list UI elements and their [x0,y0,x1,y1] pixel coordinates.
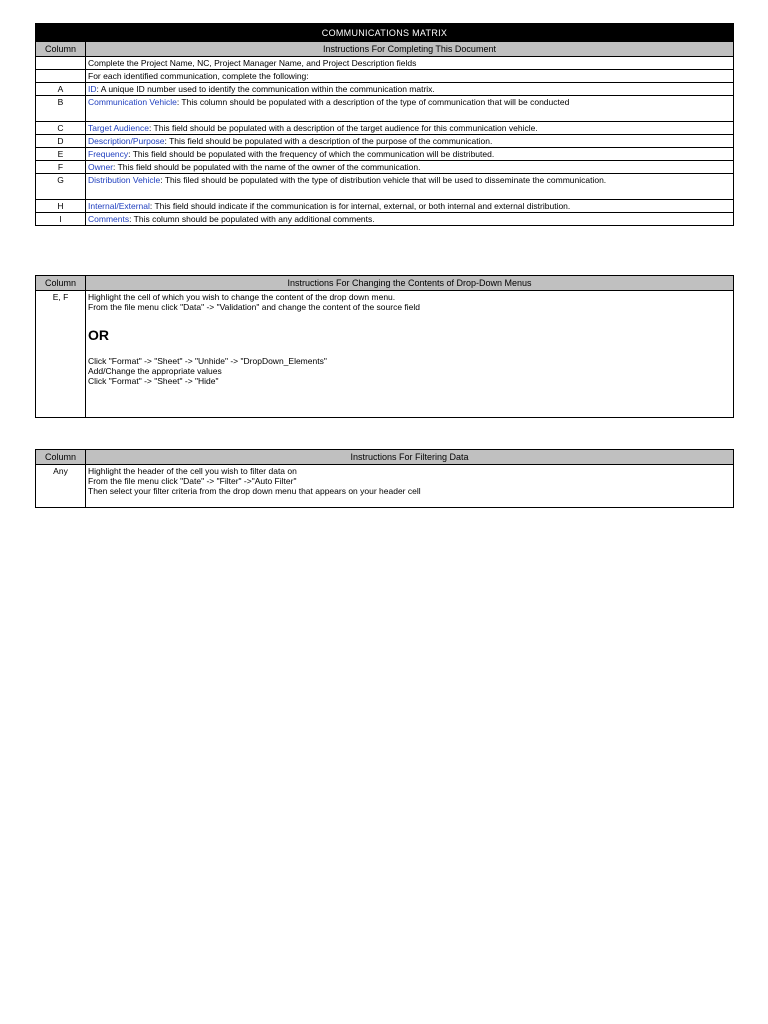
column-cell[interactable]: H [36,200,86,213]
instruction-cell[interactable] [86,135,734,148]
instruction-line: Highlight the cell of which you wish to change the content of the drop down menu. [88,292,396,302]
table-row [36,161,734,174]
column-cell[interactable] [36,57,86,70]
instruction-cell[interactable] [86,174,734,200]
field-term: Frequency [88,149,129,159]
table-row [36,96,734,122]
instruction-line: Then select your filter criteria from the drop down menu that appears on your header cell [88,486,421,496]
instruction-cell[interactable] [86,213,734,226]
instructions-header[interactable]: Instructions For Filtering Data [86,450,734,465]
matrix-title[interactable]: COMMUNICATIONS MATRIX [36,24,734,42]
column-header[interactable]: Column [36,450,86,465]
field-term: ID [88,84,97,94]
instruction-cell[interactable] [86,465,734,508]
instruction-cell[interactable] [86,291,734,418]
field-description: : This filed should be populated with the type of distribution vehicle that will be used to disseminate the communication. [160,175,607,185]
column-cell[interactable]: D [36,135,86,148]
filter-instructions-table [35,449,733,508]
table-row [36,174,734,200]
field-description: : This field should indicate if the communication is for internal, external, or both internal and external distribution. [149,201,571,211]
instruction-cell[interactable] [86,148,734,161]
instruction-cell[interactable] [86,122,734,135]
instruction-cell[interactable]: For each identified communication, complete the following: [86,70,734,83]
field-term: Target Audience [88,123,149,133]
instructions-header[interactable]: Instructions For Changing the Contents of Drop-Down Menus [86,276,734,291]
column-cell[interactable]: Any [36,465,86,508]
header-row [36,276,734,291]
instruction-line: Highlight the header of the cell you wish to filter data on [88,466,297,476]
table-row [36,200,734,213]
instruction-line: Add/Change the appropriate values [88,366,222,376]
instruction-line: From the file menu click "Date" -> "Filter" ->"Auto Filter" [88,476,297,486]
column-cell[interactable]: E [36,148,86,161]
column-cell[interactable]: G [36,174,86,200]
table-row [36,135,734,148]
field-description: : This column should be populated with a description of the type of communication that will be conducted [176,97,570,107]
instruction-cell[interactable] [86,200,734,213]
column-cell[interactable]: A [36,83,86,96]
instruction-cell[interactable] [86,96,734,122]
intro-row [36,57,734,70]
instruction-line: Click "Format" -> "Sheet" -> "Hide" [88,376,219,386]
field-description: : This field should be populated with a description of the purpose of the communication. [164,136,493,146]
field-term: Description/Purpose [88,136,165,146]
instruction-cell[interactable] [86,161,734,174]
field-term: Communication Vehicle [88,97,177,107]
column-cell[interactable]: C [36,122,86,135]
dropdown-instructions-table [35,275,733,418]
title-row [36,24,734,42]
or-separator: OR [88,327,109,343]
column-cell[interactable] [36,70,86,83]
column-cell[interactable]: F [36,161,86,174]
column-header[interactable]: Column [36,42,86,57]
table-row [36,291,734,418]
column-cell[interactable]: B [36,96,86,122]
field-term: Comments [88,214,130,224]
field-description: : This field should be populated with the frequency of which the communication will be distributed. [128,149,495,159]
instruction-cell[interactable]: Complete the Project Name, NC, Project Manager Name, and Project Description fields [86,57,734,70]
table-row [36,465,734,508]
communications-matrix-table [35,23,733,226]
table-row [36,122,734,135]
column-cell[interactable]: E, F [36,291,86,418]
field-description: : A unique ID number used to identify the communication within the communication matrix. [96,84,435,94]
header-row [36,42,734,57]
instruction-line: Click "Format" -> "Sheet" -> "Unhide" -> "DropDown_Elements" [88,356,327,366]
header-row [36,450,734,465]
table-row [36,213,734,226]
instruction-cell[interactable] [86,83,734,96]
instructions-header[interactable]: Instructions For Completing This Document [86,42,734,57]
column-header[interactable]: Column [36,276,86,291]
instruction-line: From the file menu click "Data" -> "Validation" and change the content of the source field [88,302,421,312]
field-term: Distribution Vehicle [88,175,161,185]
field-term: Owner [88,162,114,172]
field-description: : This field should be populated with a description of the target audience for this communication vehicle. [148,123,538,133]
table-row [36,148,734,161]
column-cell[interactable]: I [36,213,86,226]
field-description: : This field should be populated with the name of the owner of the communication. [113,162,421,172]
field-description: : This column should be populated with any additional comments. [129,214,375,224]
field-term: Internal/External [88,201,150,211]
intro-row [36,70,734,83]
table-row [36,83,734,96]
